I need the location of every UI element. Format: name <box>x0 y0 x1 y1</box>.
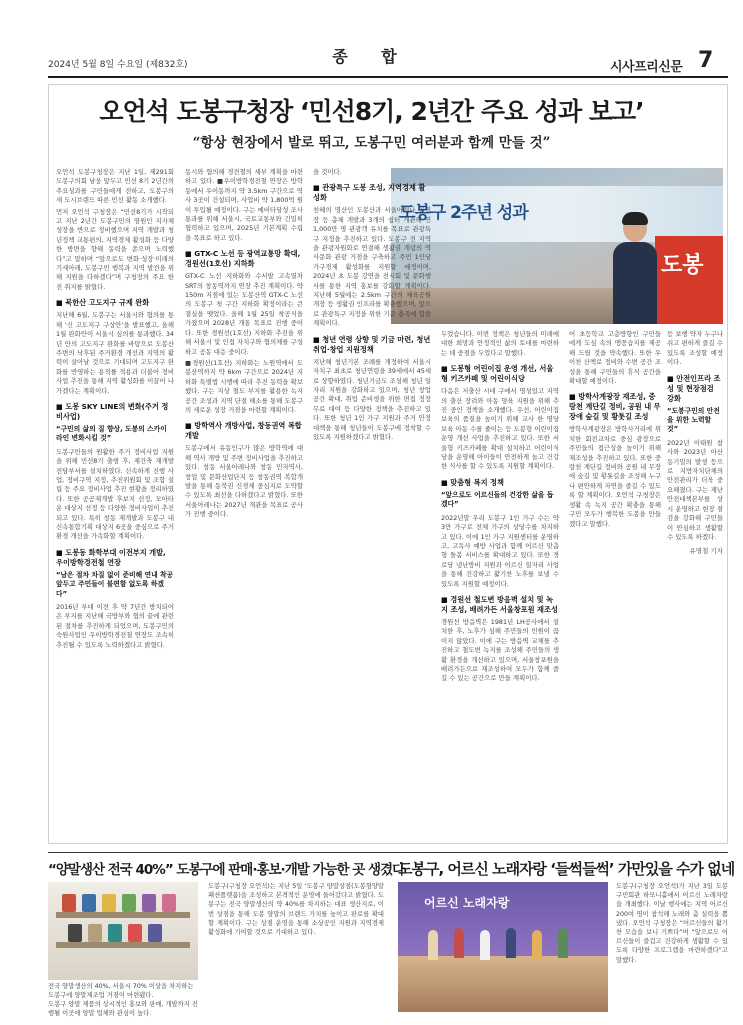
socks-article <box>48 858 405 1018</box>
photo-banner-text: 도봉구 2주년 성과 <box>399 203 528 223</box>
section-title: 종 합 <box>332 47 411 66</box>
paragraph: 다음은 저출산 시대 구에서 명성있고 지역의 출산 장려와 아동 양육 지원을 위해 추진 중인 정책을 소개했다. 우선, 어린이집 보육의 품질을 높이기 위해 교사 한 명당 보육 아동 수를 줄이는 등 도봉형 어린이집 운영 개선 사업을 추진하고 있다. 또한 서울형 키즈카페를 확대 설치하고 어린이식당을 운영해 아이들이 안전하게 놀고 건강한 식사를 할 수 있도록 지원할 계획이다. <box>441 387 559 471</box>
paragraph: 도봉구(구청장 오언석)는 지난 5일 ‘도봉구 양말상점(도봉형양말 패션플랫폼)을 조성하고 본격적인 운영에 들어갔다고 밝혔다. 도봉구는 전국 양말생산의 약 40%를 차지하는 대표 생산지로, 이번 상점을 통해 도봉 양말의 브랜드 가치를 높이고 판로를 확대할 계획이다. 구는 상점 운영을 통해 소상공인 지원과 지역경제 활성화에 기여할 것으로 기대하고 있다. <box>208 883 384 937</box>
paragraph: 등 보행 약자 누구나 쉬고 편하게 즐길 수 있도록 조성할 예정이다. <box>667 330 723 367</box>
paper-name: 시사프리신문 <box>610 60 683 75</box>
photo-performer <box>480 930 490 960</box>
paragraph: 도봉구민들의 원활한 주거 정비사업 지원을 위해 민선8기 출범 후, 재건축 재개발 전담부서를 설치하였다. 신속하게 진행 사업, 정비구역 지정, 추진위원회 및 조합 설립 등 주요 정비사업 추진 현황을 정리하였다. 또한 공공재개발 후보지 선정, 모아타운 대상지 선정 등 다양한 정비사업이 추진되고 있다. 특히 창동 재개발과 도봉구 내 신속통합기획 대상지 6곳을 중심으로 주거환경 개선을 가속화할 계획이다. <box>56 447 174 541</box>
photo-performer <box>454 928 464 958</box>
photo-performer <box>506 928 516 958</box>
section-heading: ■ 안전인프라 조성 및 현장점검 강화 <box>667 373 721 403</box>
socks-headline: “양말생산 전국 40%” 도봉구에 판매·홍보·개발 가능한 곳 생겼다 <box>48 862 405 878</box>
photo-performer <box>532 930 542 960</box>
photo-product <box>122 894 136 912</box>
article-column-6 <box>667 330 723 834</box>
photo-speaker <box>613 214 657 324</box>
article-column-3 <box>313 168 431 834</box>
paragraph: 을 것이다. <box>313 168 342 176</box>
singing-contest-article <box>398 858 735 1018</box>
stage-banner-text: 어르신 노래자랑 <box>424 896 510 910</box>
lead-headline: 오언석 도봉구청장 ‘민선8기, 2년간 주요 성과 보고’ <box>99 97 644 126</box>
singing-article-body <box>616 882 728 965</box>
speaker-body <box>613 242 657 324</box>
photo-product <box>142 894 156 912</box>
section-heading: ■ 도봉형 어린이집 운영 개선, 서울형 키즈카페 및 어린이식당 <box>441 364 554 384</box>
photo-product <box>62 894 76 912</box>
paragraph: 지난해 6월, 도봉구는 서울시와 협의를 통해 ‘신 고도지구 구상안’을 발표했고, 올해 1월 완화안이 서울시 심의를 통과했다. 34년 만의 고도지구 완화를 바탕으로 도봉산 주변의 낙후된 주거환경 개선과 지역의 활력이 살아날 것으로 기대되며 고도지구 완화를 반영하는 용적률 적용과 더불어 정비사업 추진을 통해 지역 활성화를 이끌어 나가겠다는 계획이다. <box>56 311 174 395</box>
section-heading: ■ 청년 연령 상향 및 기금 마련, 청년 취업·창업 지원정책 <box>313 334 431 354</box>
bottom-section-rule <box>48 852 728 853</box>
photo-product <box>128 924 142 942</box>
section-quote: “도봉구민의 안전을 위한 노력할 것” <box>667 406 720 434</box>
section-quote: “구민의 삶의 질 향상, 도봉의 스카이 라인 변화시킬 것” <box>56 424 167 443</box>
section-quote: “앞으로도 어르신들의 건강한 삶을 돕겠다” <box>441 490 554 509</box>
paragraph: 두었습니다. 이번 정책은 청년들의 미래에 대한 희망과 안정적인 삶의 토대를 마련하는 데 중점을 두었다고 말했다. <box>441 330 559 357</box>
photo-product <box>88 924 102 942</box>
paragraph: 2016년 부대 이전 후 약 7년간 방치되어 온 부지를 지난해 국방부와 협의 끝에 관련된 절차를 추진하게 되었으며, 도봉구민의 숙원사업인 우이방학경전철 연장도 조속히 추진될 수 있도록 노력하겠다고 밝혔다. <box>56 603 174 649</box>
section-heading: ■ GTX-C 노선 등 광역교통망 확대, 경원선(1호선) 지하화 <box>185 249 301 269</box>
header-rule <box>48 76 728 78</box>
paragraph: 어 초등학교 고층방향인 구민들에게 도심 속의 맹꽁습지를 제공해 드릴 것을 약속했다. 또한 우이천 산책로 정비와 수변 공간 조성을 통해 구민들의 휴식 공간을 확대할 예정이다. <box>569 330 661 386</box>
masthead <box>0 0 743 84</box>
photo-shelf <box>56 942 190 948</box>
article-column-4 <box>441 330 559 834</box>
issue-date: 2024년 5월 8일 수요일 (제832호) <box>48 60 188 70</box>
section-heading: ■ 맞춤형 복지 정책 <box>441 477 504 487</box>
paragraph: 2022년말 우리 도봉구 1인 가구 수는 약 3만 가구로 전체 가구의 상당수를 차지하고 있다. 이에 1인 가구 지원센터를 운영하고, 고독사 예방 사업과 함께 어르신 맞춤형 돌봄 서비스를 확대하고 있다. 또한 경로당 냉난방비 지원과 어르신 일자리 사업을 통해 건강하고 활기찬 노후를 보낼 수 있도록 지원할 예정이다. <box>441 513 559 588</box>
photo-performer <box>428 930 438 960</box>
section-heading: ■ 관광특구 도봉 조성, 지역경제 활성화 <box>313 183 426 203</box>
paragraph: 천혜의 명산인 도봉산과 서울아레나 공연장 등 총체 개발과 3개의 쉼터 개관해 연 1,000만 명 관광객 유치를 목표로 관광특구 지정을 추진하고 있다. 도봉구 전 지역을 관광자원화로 연결해 생활권 개념의 역사문화 관광 거점을 구축하고 주민 1인당 가구경제 활성화를 지원할 예정이며, 2024년 초 도봉 강연을 전시회 및 문화행사를 통한 지역 홍보를 강화할 계획이다. 지난해 5월에는 2.5km 구간의 체육공원 개장 등 생활권 인프라를 확충했으며, 앞으로 관광특구 지정을 위한 기준 충족에 힘쓸 계획이다. <box>313 206 431 328</box>
section-heading: ■ 방학사계광장 재조성, 중랑천 계단길 정비, 공원 내 무장애 숲길 및 황톳길 조성 <box>569 392 661 422</box>
paragraph: 방학사계광장은 방학사거리에 위치한 회전교차로 중심 광장으로 주민들의 접근성을 높이기 위해 재조성을 추진하고 있다. 또한 중랑천 계단길 정비와 공원 내 무장애 숲길 및 황톳길을 조성해 누구나 편안하게 자연을 즐길 수 있도록 할 계획이다. 오언석 구청장은 생활 속 녹지 공간 확충을 통해 구민 모두가 행복한 도봉을 만들겠다고 말했다. <box>569 425 661 528</box>
section-heading: ■ 경원선 철도변 방음벽 설치 및 녹지 조성, 배려가든 서울창포원 재조성 <box>441 594 558 614</box>
socks-photo-caption <box>48 982 198 1018</box>
paragraph: 오언석 도봉구청장은 지난 1일, 제291회 도봉구의회 남웅 앞두고 민선 8기 2년간의 주요성과를 구민들에게 전하고, 도봉구의 새 도시브랜드 따른 민선 활동 소개했다. <box>56 168 174 205</box>
photo-product <box>108 924 122 942</box>
socks-shop-photo <box>48 882 198 980</box>
singing-contest-photo <box>398 882 608 1012</box>
photo-product <box>68 924 82 942</box>
photo-product <box>82 894 96 912</box>
reporter-byline: 유명철 기자 <box>689 547 723 556</box>
paragraph: ■경원선(1호선) 지하화는 노원역에서 도봉산역까지 약 6km 구간으로 2024년 지하화 특별법 시행에 따라 추진 동력을 확보했다. 구는 지상 철도 부지를 활용한 녹지 공간 조성과 지역 단절 해소를 통해 도봉구의 새로운 성장 거점을 마련할 계획이다. <box>185 358 303 414</box>
article-column-2 <box>185 168 303 834</box>
caption-line: 전국 양말생산의 40%, 서울시 70% 이상을 차지하는 도봉구에 양말제조업 거점이 마련됐다. <box>48 983 194 999</box>
section-heading: ■ 도봉 SKY LINE의 변화(주거 정비사업) <box>56 401 169 421</box>
socks-article-body <box>208 882 384 937</box>
singing-headline: 도봉구, 어르신 노래자랑 ‘들썩들썩’ 가만있을 수가 없네 <box>398 860 735 878</box>
page-number: 7 <box>698 48 714 73</box>
paragraph: 도봉구(구청장 오언석)가 지난 3일 도봉구민회관 하모니홀에서 어르신 노래자랑을 개최했다. 이날 행사에는 지역 어르신 200여 명이 참석해 노래와 춤 실력을 뽐냈다. 오언석 구청장은 “어르신들의 활기찬 모습을 보니 기쁘다”며 “앞으로도 어르신들이 즐겁고 건강하게 생활할 수 있도록 다양한 프로그램을 마련하겠다”고 말했다. <box>616 883 728 964</box>
photo-product <box>102 894 116 912</box>
lead-photo <box>391 168 723 324</box>
paragraph: 경원선 방음벽은 1981년 LH공사에서 설치한 후, 노후가 심해 주민들의 민원이 끊이지 않았다. 이에 구는 방음벽 교체를 추진하고 철도변 녹지를 조성해 주민들의 생활 환경을 개선하고 있으며, 서울창포원을 배려가든으로 재조성하여 모두가 함께 즐길 수 있는 공간으로 만들 계획이다. <box>441 617 559 683</box>
photo-product <box>162 894 176 912</box>
paragraph: 도봉구에서 유동인구가 많은 방학역에 대해 역사 개방 및 주변 정비사업을 추진하고 있다. 창동 서울아레나와 창동 민자역사, 창업 및 문화산업단지 등 창동권역 복합개발을 통해 동북권 신경제 중심지로 도약할 수 있도록 최선을 다하겠다고 밝혔다. 또한 서울아레나는 2027년 개관을 목표로 공사가 진행 중이다. <box>185 444 303 519</box>
article-column-5 <box>569 330 661 834</box>
photo-product <box>148 924 162 942</box>
paragraph: 동시와 협의해 경전철의 세부 계획을 마련하고 있다. ■우이방학경전철 연장은 방학동에서 우이동까지 약 3.5km 구간으로 역사 3곳이 건설되며, 사업비 약 1,800억 원이 투입될 예정이다. 구는 예비타당성 조사 통과를 위해 서울시, 국토교통부와 긴밀히 협력하고 있으며, 2025년 기본계획 수립을 목표로 하고 있다. <box>185 168 303 242</box>
paragraph: 지난해 청년기본 조례를 개정하여 서울시 자치구 최초로 청년연령을 39세에서 45세로 상향하였다. 청년기금도 조성해 청년 일자리 지원을 강화하고 있으며, 청년 창업 공간 확대, 취업 준비생을 위한 면접 정장 무료 대여 등 다양한 정책을 추진하고 있다. 또한 청년 1인 가구 지원과 주거 안정 대책을 통해 청년들이 도봉구에 정착할 수 있도록 지원하겠다고 밝혔다. <box>313 357 431 441</box>
photo-shelf <box>56 912 190 918</box>
lead-subhead: “항상 현장에서 발로 뛰고, 도봉구민 여러분과 함께 만들 것” <box>192 135 551 151</box>
speaker-hair <box>622 212 648 225</box>
article-column-1 <box>56 168 174 834</box>
section-quote: “남은 절차 차질 없이 준비해 연내 착공 앞두고 주민들이 불편함 없도록 하겠다” <box>56 570 174 598</box>
section-heading: ■ 방학역사 개방사업, 창동권역 복합개발 <box>185 421 302 441</box>
paragraph: 2022년 이태원 참사와 2023년 아산 동기밀의 발생 등으로 지방자치단체의 안전관리가 더욱 중요해졌다. 구는 재난안전대책본부를 상시 운영하고 현장 점검을 강화해 구민들이 안심하고 생활할 수 있도록 하겠다. <box>667 438 723 541</box>
photo-sign-text: 도봉 <box>661 253 704 278</box>
caption-line: 도봉구 양말 제품의 상시적인 홍보와 판매, 개발까지 진행될 이곳에 양말 업체와 관심이 높다. <box>48 1001 198 1017</box>
photo-audience <box>398 956 608 1012</box>
photo-performer <box>558 928 568 958</box>
paragraph: 먼저 오언석 구청장은 “민선8기가 시작되고 지난 2년간 도봉구민의 염원인 지자체 성장을 반으로 정비했으며 지역 개발과 청년정책 교통편의, 지역경제 활성화 등 다양한 방면을 향해 동력을 쏟으며 노력했다”고 말하며 “앞으로도 변화·성장·미래의 기세아래, 도봉구민 행복과 지역 발전을 위해 지원을 다하겠다”며 구청장의 주요 한진 취지를 밝혔다. <box>56 207 174 291</box>
section-heading: ■ 북한산 고도지구 규제 완화 <box>56 298 150 308</box>
section-heading: ■ 도봉동 화학부대 이전부지 개발, 우이방학경전철 연장 <box>56 547 166 567</box>
paragraph: GTX-C 노선 지하화와 수서발 고속열차 SRT의 창동역까지 연장 추진 계획이다. 약 150m 지점에 있는 도봉산역 GTX-C 노선의 도봉구 첫 구간 지하화 확정이라는 큰 결실을 맺었다. 올해 1월 25일 착공식을 가졌으며 2028년 개통 목표로 진행 중이다. 또한 경원선(1호선) 지하화 추진을 위해 서울시 및 인접 자치구와 협의체를 구성하고 공동 대응 중이다. <box>185 272 303 356</box>
